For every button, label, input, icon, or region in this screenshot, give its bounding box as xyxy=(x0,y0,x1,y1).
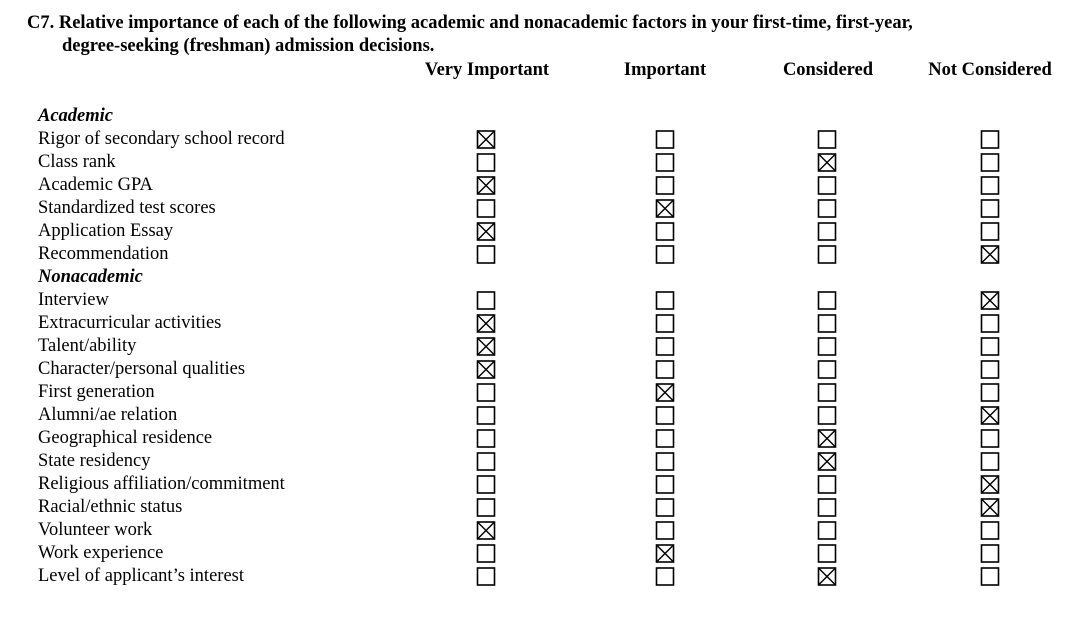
factor-label: Volunteer work xyxy=(38,520,153,540)
factor-label: State residency xyxy=(38,451,151,471)
checkbox-important-unchecked[interactable] xyxy=(656,130,675,149)
checkbox-not-considered-unchecked[interactable] xyxy=(981,521,1000,540)
checkbox-very-important-unchecked[interactable] xyxy=(477,498,496,517)
checkbox-very-important-checked[interactable] xyxy=(477,360,496,379)
checkbox-considered-unchecked[interactable] xyxy=(818,199,837,218)
checkbox-very-important-checked[interactable] xyxy=(477,130,496,149)
checkbox-considered-unchecked[interactable] xyxy=(818,314,837,333)
checkbox-important-unchecked[interactable] xyxy=(656,314,675,333)
checkbox-important-unchecked[interactable] xyxy=(656,291,675,310)
checkbox-not-considered-checked[interactable] xyxy=(981,291,1000,310)
factor-label: Application Essay xyxy=(38,221,174,241)
factor-row-work-experience xyxy=(0,542,1089,565)
factor-label: Religious affiliation/commitment xyxy=(38,474,285,494)
factor-row-level-of-applicants-interest xyxy=(0,565,1089,588)
factor-label: Geographical residence xyxy=(38,428,213,448)
checkbox-not-considered-unchecked[interactable] xyxy=(981,567,1000,586)
factor-row-rigor-of-secondary-school-record xyxy=(0,128,1089,151)
checkbox-very-important-unchecked[interactable] xyxy=(477,291,496,310)
checkbox-very-important-checked[interactable] xyxy=(477,176,496,195)
checkbox-considered-unchecked[interactable] xyxy=(818,291,837,310)
question-title xyxy=(27,12,913,58)
checkbox-not-considered-checked[interactable] xyxy=(981,475,1000,494)
factor-label: Standardized test scores xyxy=(38,198,216,218)
checkbox-very-important-unchecked[interactable] xyxy=(477,406,496,425)
column-header-very-important: Very Important xyxy=(424,60,550,80)
factor-row-extracurricular-activities xyxy=(0,312,1089,335)
checkbox-not-considered-unchecked[interactable] xyxy=(981,222,1000,241)
checkbox-considered-unchecked[interactable] xyxy=(818,498,837,517)
column-header-important: Important xyxy=(623,60,707,80)
checkbox-considered-unchecked[interactable] xyxy=(818,337,837,356)
checkbox-considered-unchecked[interactable] xyxy=(818,360,837,379)
checkbox-important-unchecked[interactable] xyxy=(656,222,675,241)
checkbox-very-important-unchecked[interactable] xyxy=(477,475,496,494)
checkbox-not-considered-unchecked[interactable] xyxy=(981,452,1000,471)
checkbox-important-checked[interactable] xyxy=(656,199,675,218)
checkbox-important-unchecked[interactable] xyxy=(656,475,675,494)
question-title-line-1: C7. Relative importance of each of the following academic and nonacademic factors in your first-time, first-year, xyxy=(27,13,913,33)
checkbox-considered-unchecked[interactable] xyxy=(818,176,837,195)
factor-row-character-personal-qualities xyxy=(0,358,1089,381)
checkbox-very-important-unchecked[interactable] xyxy=(477,452,496,471)
factor-row-volunteer-work xyxy=(0,519,1089,542)
checkbox-considered-unchecked[interactable] xyxy=(818,544,837,563)
factor-row-state-residency xyxy=(0,450,1089,473)
factor-row-class-rank xyxy=(0,151,1089,174)
checkbox-not-considered-unchecked[interactable] xyxy=(981,314,1000,333)
checkbox-important-unchecked[interactable] xyxy=(656,406,675,425)
checkbox-not-considered-unchecked[interactable] xyxy=(981,337,1000,356)
factor-label: First generation xyxy=(38,382,155,402)
factor-row-religious-affiliation-commitment xyxy=(0,473,1089,496)
checkbox-considered-checked[interactable] xyxy=(818,153,837,172)
factor-row-geographical-residence xyxy=(0,427,1089,450)
factor-label: Interview xyxy=(38,290,109,310)
checkbox-not-considered-unchecked[interactable] xyxy=(981,544,1000,563)
checkbox-not-considered-unchecked[interactable] xyxy=(981,130,1000,149)
checkbox-very-important-checked[interactable] xyxy=(477,314,496,333)
factor-label: Alumni/ae relation xyxy=(38,405,178,425)
factor-label: Rigor of secondary school record xyxy=(38,129,285,149)
checkbox-important-unchecked[interactable] xyxy=(656,245,675,264)
checkbox-very-important-unchecked[interactable] xyxy=(477,245,496,264)
checkbox-not-considered-unchecked[interactable] xyxy=(981,199,1000,218)
checkbox-not-considered-unchecked[interactable] xyxy=(981,153,1000,172)
factor-label: Class rank xyxy=(38,152,116,172)
checkbox-very-important-checked[interactable] xyxy=(477,337,496,356)
column-header-considered: Considered xyxy=(782,60,874,80)
checkbox-important-unchecked[interactable] xyxy=(656,498,675,517)
checkbox-very-important-unchecked[interactable] xyxy=(477,567,496,586)
factor-label: Academic GPA xyxy=(38,175,153,195)
factor-label: Recommendation xyxy=(38,244,169,264)
checkbox-considered-checked[interactable] xyxy=(818,429,837,448)
checkbox-important-checked[interactable] xyxy=(656,544,675,563)
checkbox-considered-unchecked[interactable] xyxy=(818,245,837,264)
factor-row-interview xyxy=(0,289,1089,312)
checkbox-considered-checked[interactable] xyxy=(818,567,837,586)
checkbox-considered-unchecked[interactable] xyxy=(818,475,837,494)
checkbox-important-unchecked[interactable] xyxy=(656,360,675,379)
checkbox-very-important-unchecked[interactable] xyxy=(477,199,496,218)
checkbox-important-unchecked[interactable] xyxy=(656,521,675,540)
checkbox-not-considered-checked[interactable] xyxy=(981,498,1000,517)
question-title-line-2: degree-seeking (freshman) admission decisions. xyxy=(62,36,435,56)
checkbox-important-unchecked[interactable] xyxy=(656,429,675,448)
section-heading-row-nonacademic xyxy=(0,266,1089,289)
checkbox-considered-unchecked[interactable] xyxy=(818,130,837,149)
factor-row-recommendation xyxy=(0,243,1089,266)
checkbox-considered-unchecked[interactable] xyxy=(818,222,837,241)
checkbox-very-important-checked[interactable] xyxy=(477,222,496,241)
checkbox-considered-checked[interactable] xyxy=(818,452,837,471)
factor-row-alumni-ae-relation xyxy=(0,404,1089,427)
factor-label: Character/personal qualities xyxy=(38,359,246,379)
factor-label: Racial/ethnic status xyxy=(38,497,183,517)
column-header-not-considered: Not Considered xyxy=(928,60,1052,80)
checkbox-considered-unchecked[interactable] xyxy=(818,406,837,425)
factor-row-talent-ability xyxy=(0,335,1089,358)
checkbox-very-important-unchecked[interactable] xyxy=(477,544,496,563)
checkbox-important-unchecked[interactable] xyxy=(656,176,675,195)
factor-label: Talent/ability xyxy=(38,336,137,356)
checkbox-not-considered-checked[interactable] xyxy=(981,245,1000,264)
factor-row-standardized-test-scores xyxy=(0,197,1089,220)
section-heading-academic: Academic xyxy=(38,106,114,126)
factor-row-application-essay xyxy=(0,220,1089,243)
section-heading-row-academic xyxy=(0,105,1089,128)
factor-label: Work experience xyxy=(38,543,164,563)
factor-label: Extracurricular activities xyxy=(38,313,222,333)
checkbox-very-important-unchecked[interactable] xyxy=(477,429,496,448)
checkbox-not-considered-unchecked[interactable] xyxy=(981,429,1000,448)
factor-row-first-generation xyxy=(0,381,1089,404)
factor-row-academic-gpa xyxy=(0,174,1089,197)
checkbox-important-unchecked[interactable] xyxy=(656,452,675,471)
checkbox-important-unchecked[interactable] xyxy=(656,337,675,356)
checkbox-important-checked[interactable] xyxy=(656,383,675,402)
checkbox-important-unchecked[interactable] xyxy=(656,153,675,172)
checkbox-considered-unchecked[interactable] xyxy=(818,521,837,540)
checkbox-not-considered-unchecked[interactable] xyxy=(981,383,1000,402)
checkbox-very-important-unchecked[interactable] xyxy=(477,383,496,402)
section-heading-nonacademic: Nonacademic xyxy=(38,267,143,287)
factor-label: Level of applicant’s interest xyxy=(38,566,244,586)
checkbox-very-important-unchecked[interactable] xyxy=(477,153,496,172)
checkbox-important-unchecked[interactable] xyxy=(656,567,675,586)
factor-row-racial-ethnic-status xyxy=(0,496,1089,519)
checkbox-very-important-checked[interactable] xyxy=(477,521,496,540)
checkbox-considered-unchecked[interactable] xyxy=(818,383,837,402)
checkbox-not-considered-unchecked[interactable] xyxy=(981,176,1000,195)
checkbox-not-considered-unchecked[interactable] xyxy=(981,360,1000,379)
checkbox-not-considered-checked[interactable] xyxy=(981,406,1000,425)
